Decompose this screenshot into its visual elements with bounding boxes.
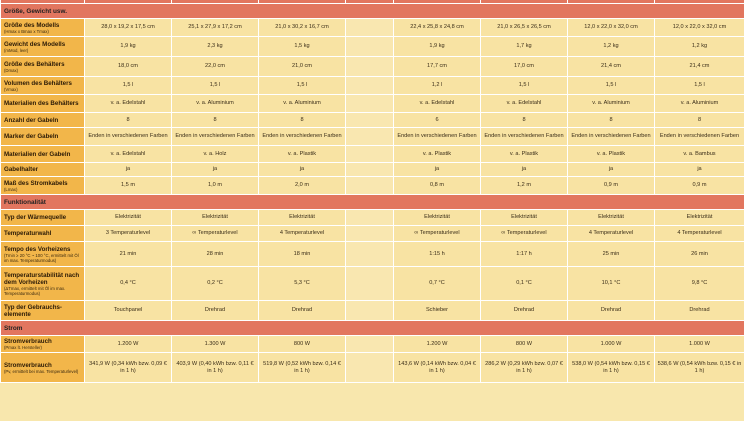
empty-cell <box>346 177 394 195</box>
value-cell: 800 W <box>481 336 568 353</box>
row-label-cell <box>1 242 85 267</box>
value-cell: 0,8 m <box>394 177 481 195</box>
value-cell: 0,4 °C <box>85 267 172 301</box>
table-row <box>1 57 745 77</box>
value-cell: 22,4 x 25,8 x 24,8 cm <box>394 19 481 37</box>
value-cell: 3 Temperaturlevel <box>85 226 172 242</box>
value-cell: 1:17 h <box>481 242 568 267</box>
value-cell: Elektrizität <box>394 210 481 226</box>
empty-cell <box>346 242 394 267</box>
value-cell: 10,1 °C <box>568 267 655 301</box>
value-cell: Touchpanel <box>85 301 172 321</box>
value-cell: 1,5 l <box>481 77 568 95</box>
section-title: Funktionalität <box>1 195 745 210</box>
value-cell: 1,5 l <box>655 77 745 95</box>
value-cell: Schieber <box>394 301 481 321</box>
row-label: Anzahl der Gabeln <box>4 116 59 124</box>
row-label-cell <box>1 19 85 37</box>
value-cell: 1,9 kg <box>85 37 172 57</box>
value-cell: 18,0 cm <box>85 57 172 77</box>
empty-cell <box>346 77 394 95</box>
value-cell: 800 W <box>259 336 346 353</box>
value-cell: ja <box>568 163 655 177</box>
value-cell: 286,2 W (0,29 kWh bzw. 0,07 € in 1 h) <box>481 353 568 383</box>
value-cell: 2,0 m <box>259 177 346 195</box>
value-cell: 143,6 W (0,14 kWh bzw. 0,04 € in 1 h) <box>394 353 481 383</box>
table-row <box>1 210 745 226</box>
value-cell: 8 <box>655 113 745 128</box>
section-header <box>1 195 745 210</box>
value-cell: 538,0 W (0,54 kWh bzw. 0,15 € in 1 h) <box>568 353 655 383</box>
row-label: Volumen des Behälters <box>4 79 72 87</box>
row-sublabel: (Dmax) <box>4 67 19 73</box>
value-cell: 4 Temperaturlevel <box>259 226 346 242</box>
value-cell: ja <box>85 163 172 177</box>
value-cell: 8 <box>481 113 568 128</box>
value-cell: 21,0 cm <box>259 57 346 77</box>
value-cell: v. a. Edelstahl <box>85 146 172 163</box>
row-sublabel: (Hmax x Bmax x Tmax) <box>4 28 49 34</box>
value-cell: 0,9 m <box>655 177 745 195</box>
value-cell: Elektrizität <box>655 210 745 226</box>
empty-cell <box>346 146 394 163</box>
empty-cell <box>346 128 394 146</box>
row-label: Temperaturwahl <box>4 230 52 237</box>
value-cell: 12,0 x 22,0 x 32,0 cm <box>655 19 745 37</box>
value-cell: v. a. Plastik <box>481 146 568 163</box>
value-cell: v. a. Aluminium <box>172 95 259 113</box>
page-edge <box>744 0 750 421</box>
row-sublabel: (Pmax lt. Hersteller) <box>4 345 42 350</box>
value-cell: ∞ Temperaturlevel <box>481 226 568 242</box>
value-cell: 8 <box>85 113 172 128</box>
row-sublabel: (mMod, leer) <box>4 47 29 53</box>
value-cell: Enden in verschiedenen Farben <box>85 128 172 146</box>
row-label-cell <box>1 210 85 226</box>
value-cell: ja <box>655 163 745 177</box>
table-row <box>1 226 745 242</box>
value-cell: v. a. Edelstahl <box>394 95 481 113</box>
value-cell: 21,4 cm <box>655 57 745 77</box>
value-cell: Enden in verschiedenen Farben <box>568 128 655 146</box>
row-label-cell <box>1 226 85 242</box>
value-cell: ja <box>172 163 259 177</box>
row-label: Größe des Modells <box>4 21 60 29</box>
empty-cell <box>346 353 394 383</box>
row-sublabel: (Lmax) <box>4 186 18 192</box>
value-cell: v. a. Bambus <box>655 146 745 163</box>
table-row <box>1 177 745 195</box>
value-cell: Enden in verschiedenen Farben <box>481 128 568 146</box>
row-label: Gewicht des Modells <box>4 40 66 48</box>
row-sublabel: (Pv, ermittelt bei max. Temperaturlevel) <box>4 368 79 374</box>
table-row <box>1 146 745 163</box>
value-cell: v. a. Holz <box>172 146 259 163</box>
row-sublabel: (Tmin ≥ 20 °C ~ 100 °C, ermittelt mit Öl im max. Temperaturmodus) <box>4 252 79 263</box>
row-label: Stromverbrauch <box>4 338 52 345</box>
value-cell: 8 <box>259 113 346 128</box>
table-row <box>1 242 745 267</box>
section-header <box>1 4 745 19</box>
value-cell: 2,3 kg <box>172 37 259 57</box>
row-label: Gabelhalter <box>4 166 39 173</box>
value-cell: 4 Temperaturlevel <box>655 226 745 242</box>
row-label: Marker der Gabeln <box>4 133 59 140</box>
value-cell: 519,8 W (0,52 kWh bzw. 0,14 € in 1 h) <box>259 353 346 383</box>
row-label-cell <box>1 95 85 113</box>
value-cell: Drehrad <box>172 301 259 321</box>
value-cell: 6 <box>394 113 481 128</box>
table-row <box>1 301 745 321</box>
value-cell: Enden in verschiedenen Farben <box>172 128 259 146</box>
table-row <box>1 19 745 37</box>
value-cell: 12,0 x 22,0 x 32,0 cm <box>568 19 655 37</box>
value-cell: 1.200 W <box>85 336 172 353</box>
empty-cell <box>346 336 394 353</box>
row-sublabel: (Vmax) <box>4 86 18 92</box>
empty-cell <box>346 19 394 37</box>
value-cell: 1,5 l <box>85 77 172 95</box>
value-cell: v. a. Aluminium <box>259 95 346 113</box>
row-label-cell <box>1 77 85 95</box>
value-cell: 1,2 kg <box>655 37 745 57</box>
value-cell: 1.000 W <box>655 336 745 353</box>
value-cell: ja <box>394 163 481 177</box>
value-cell: 1,5 m <box>85 177 172 195</box>
value-cell: 26 min <box>655 242 745 267</box>
value-cell: Elektrizität <box>259 210 346 226</box>
value-cell: 1,5 l <box>568 77 655 95</box>
value-cell: 22,0 cm <box>172 57 259 77</box>
value-cell: 1,5 l <box>172 77 259 95</box>
table-row <box>1 336 745 353</box>
section-title: Strom <box>1 321 745 336</box>
value-cell: Enden in verschiedenen Farben <box>394 128 481 146</box>
empty-cell <box>346 301 394 321</box>
row-sublabel: (ΔTmax, ermittelt mit Öl im max. Temperaturmodus) <box>4 285 66 296</box>
value-cell: ja <box>481 163 568 177</box>
empty-cell <box>346 210 394 226</box>
value-cell: 1,5 l <box>259 77 346 95</box>
row-label-cell <box>1 146 85 163</box>
value-cell: 21,0 x 26,5 x 26,5 cm <box>481 19 568 37</box>
value-cell: Elektrizität <box>85 210 172 226</box>
value-cell: ∞ Temperaturlevel <box>172 226 259 242</box>
row-label: Materialien des Behälters <box>4 100 79 107</box>
value-cell: Elektrizität <box>481 210 568 226</box>
value-cell: 1,0 m <box>172 177 259 195</box>
empty-cell <box>346 57 394 77</box>
row-label: Tempo des Vorheizens <box>4 245 71 253</box>
value-cell: ∞ Temperaturlevel <box>394 226 481 242</box>
row-label: Materialien der Gabeln <box>4 150 71 158</box>
empty-cell <box>346 267 394 301</box>
value-cell: 1,9 kg <box>394 37 481 57</box>
value-cell: 1:15 h <box>394 242 481 267</box>
value-cell: 18 min <box>259 242 346 267</box>
table-row <box>1 37 745 57</box>
value-cell: Drehrad <box>568 301 655 321</box>
value-cell: v. a. Plastik <box>259 146 346 163</box>
value-cell: 25 min <box>568 242 655 267</box>
value-cell: 538,6 W (0,54 kWh bzw. 0,15 € in 1 h) <box>655 353 745 383</box>
value-cell: ja <box>259 163 346 177</box>
value-cell: 0,2 °C <box>172 267 259 301</box>
value-cell: v. a. Edelstahl <box>85 95 172 113</box>
table-row <box>1 353 745 383</box>
value-cell: 0,7 °C <box>394 267 481 301</box>
value-cell: 21,0 x 30,2 x 16,7 cm <box>259 19 346 37</box>
row-label-cell <box>1 37 85 57</box>
value-cell: 28,0 x 19,2 x 17,5 cm <box>85 19 172 37</box>
value-cell: v. a. Edelstahl <box>481 95 568 113</box>
empty-cell <box>346 113 394 128</box>
value-cell: 28 min <box>172 242 259 267</box>
value-cell: 341,9 W (0,34 kWh bzw. 0,09 € in 1 h) <box>85 353 172 383</box>
value-cell: 21 min <box>85 242 172 267</box>
row-label-cell <box>1 336 85 353</box>
row-label-cell <box>1 113 85 128</box>
value-cell: v. a. Aluminium <box>568 95 655 113</box>
value-cell: Drehrad <box>481 301 568 321</box>
row-label: Typ der Gebrauchs-elemente <box>4 303 62 318</box>
empty-cell <box>346 37 394 57</box>
row-label-cell <box>1 177 85 195</box>
value-cell: 9,8 °C <box>655 267 745 301</box>
row-label: Größe des Behälters <box>4 60 65 68</box>
table-row <box>1 267 745 301</box>
value-cell: Elektrizität <box>172 210 259 226</box>
table-row <box>1 95 745 113</box>
value-cell: v. a. Plastik <box>568 146 655 163</box>
row-label-cell <box>1 57 85 77</box>
value-cell: 8 <box>172 113 259 128</box>
row-label: Temperaturstabilität nach dem Vorheizen <box>4 271 80 286</box>
value-cell: 0,9 m <box>568 177 655 195</box>
value-cell: 25,1 x 27,9 x 17,2 cm <box>172 19 259 37</box>
value-cell: 17,0 cm <box>481 57 568 77</box>
value-cell: Elektrizität <box>568 210 655 226</box>
value-cell: 403,9 W (0,40 kWh bzw. 0,11 € in 1 h) <box>172 353 259 383</box>
value-cell: 1,2 m <box>481 177 568 195</box>
value-cell: 1.000 W <box>568 336 655 353</box>
value-cell: 4 Temperaturlevel <box>568 226 655 242</box>
row-label: Maß des Stromkabels <box>4 179 68 187</box>
row-label-cell <box>1 128 85 146</box>
value-cell: 0,1 °C <box>481 267 568 301</box>
value-cell: 1,2 kg <box>568 37 655 57</box>
empty-cell <box>346 226 394 242</box>
table-row <box>1 77 745 95</box>
table-row <box>1 113 745 128</box>
value-cell: v. a. Plastik <box>394 146 481 163</box>
empty-cell <box>346 95 394 113</box>
section-header <box>1 321 745 336</box>
section-title: Größe, Gewicht usw. <box>1 4 745 19</box>
value-cell: v. a. Aluminium <box>655 95 745 113</box>
row-label-cell <box>1 267 85 301</box>
value-cell: Drehrad <box>259 301 346 321</box>
value-cell: 1,7 kg <box>481 37 568 57</box>
row-label-cell <box>1 353 85 383</box>
row-label-cell <box>1 163 85 177</box>
value-cell: 17,7 cm <box>394 57 481 77</box>
row-label: Typ der Wärmequelle <box>4 214 67 221</box>
value-cell: 1,5 kg <box>259 37 346 57</box>
value-cell: 1,2 l <box>394 77 481 95</box>
table-row <box>1 163 745 177</box>
value-cell: 1.200 W <box>394 336 481 353</box>
value-cell: Enden in verschiedenen Farben <box>259 128 346 146</box>
table-row <box>1 128 745 146</box>
value-cell: 5,3 °C <box>259 267 346 301</box>
value-cell: Drehrad <box>655 301 745 321</box>
value-cell: 1.300 W <box>172 336 259 353</box>
empty-cell <box>346 163 394 177</box>
row-label-cell <box>1 301 85 321</box>
row-label: Stromverbrauch <box>4 361 52 369</box>
value-cell: 21,4 cm <box>568 57 655 77</box>
value-cell: Enden in verschiedenen Farben <box>655 128 745 146</box>
value-cell: 8 <box>568 113 655 128</box>
